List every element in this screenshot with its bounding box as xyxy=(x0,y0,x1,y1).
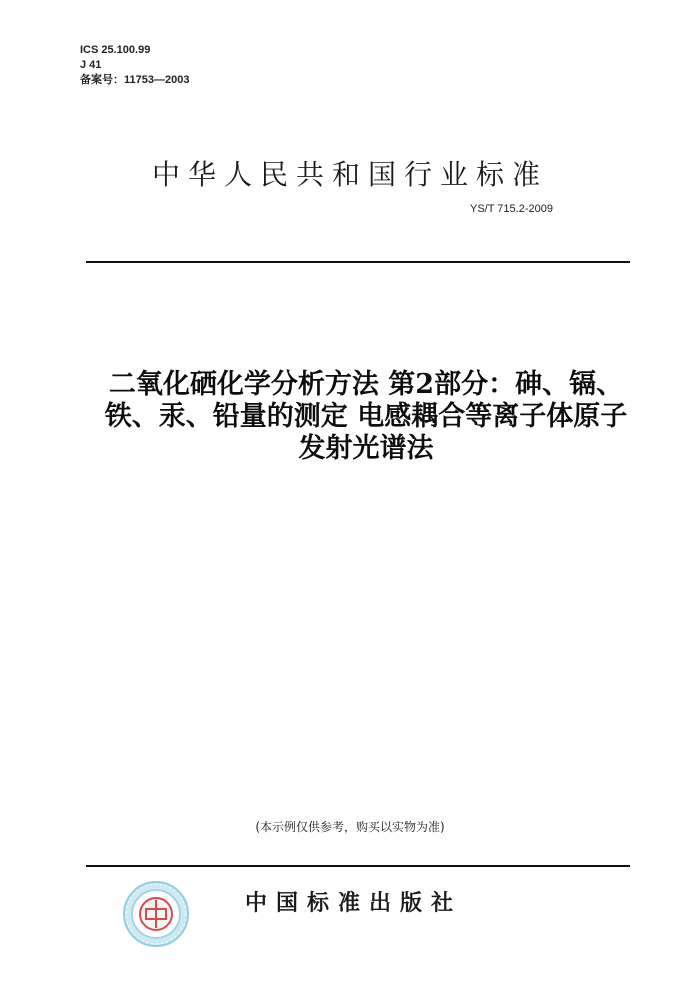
filing-number: 备案号：11753—2003 xyxy=(80,74,190,86)
document-title-line: 铁、汞、铅量的测定 电感耦合等离子体原子 xyxy=(104,401,628,432)
document-title xyxy=(56,369,676,465)
ics-code: ICS 25.100.99 xyxy=(80,44,151,56)
bottom-divider xyxy=(86,865,630,867)
standard-code: YS/T 715.2-2009 xyxy=(470,203,553,215)
top-divider xyxy=(86,261,630,263)
publisher-seal-icon xyxy=(122,880,190,948)
classification-code: J 41 xyxy=(80,59,102,71)
document-title-line: 发射光谱法 xyxy=(298,433,434,464)
standard-category-title: 中华人民共和国行业标准 xyxy=(151,158,548,191)
publisher-name: 中国标准出版社 xyxy=(245,891,463,916)
document-title-line: 二氧化硒化学分析方法 第2部分：砷、镉、 xyxy=(108,369,624,400)
classification-block xyxy=(80,43,189,88)
sample-disclaimer: (本示例仅供参考，购买以实物为准) xyxy=(255,820,445,834)
